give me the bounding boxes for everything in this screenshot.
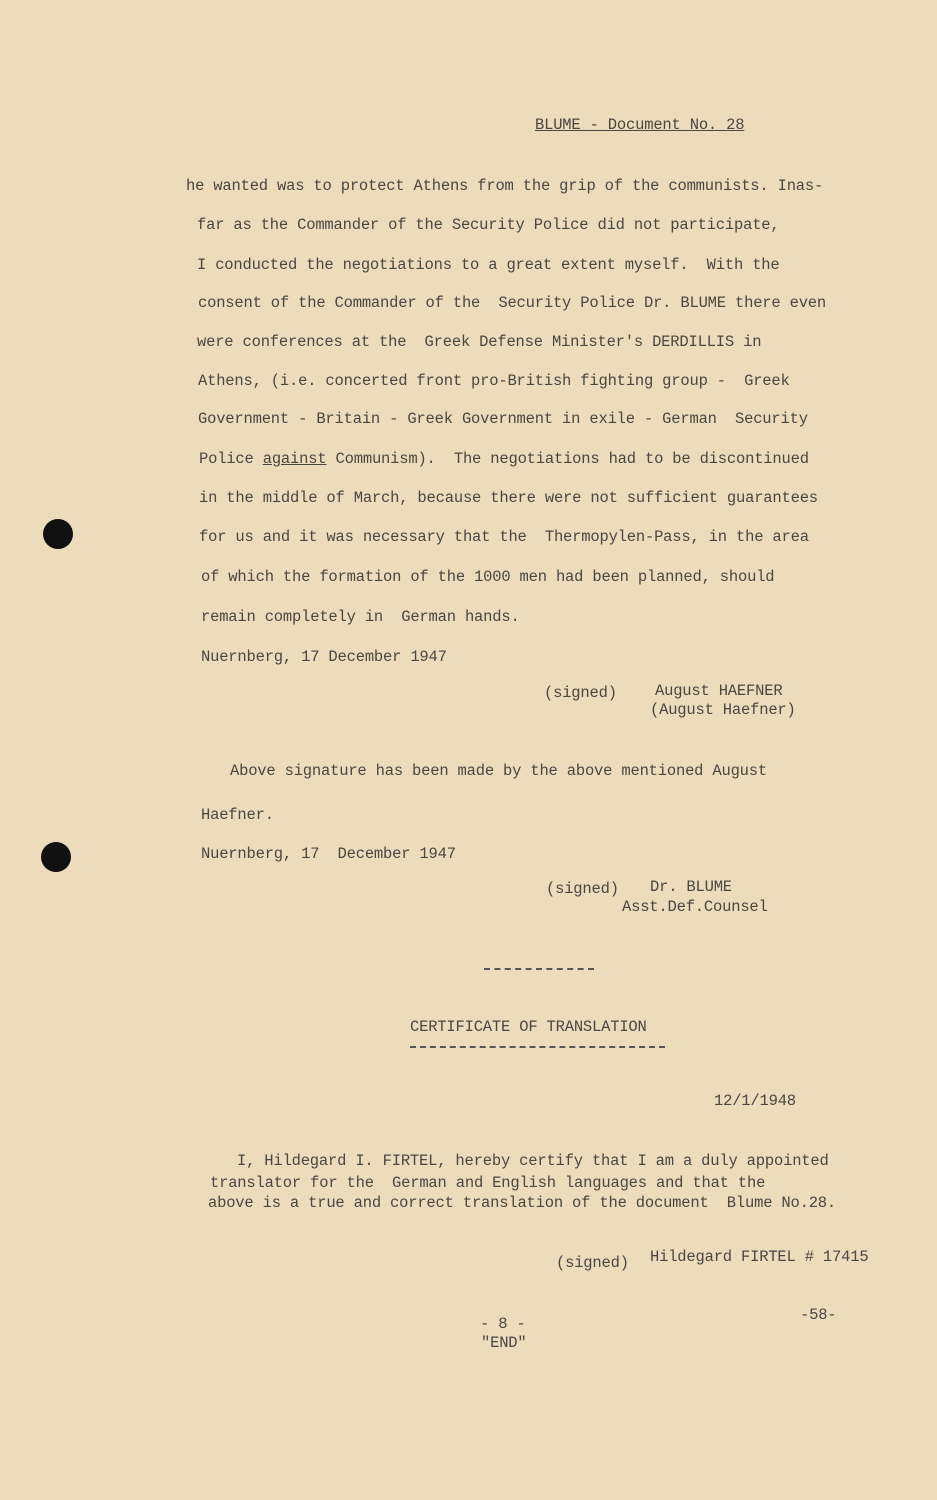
signature-title: Asst.Def.Counsel [622,898,768,916]
punch-hole [41,842,71,872]
body-line: Government - Britain - Greek Government in exile - German Security [198,410,808,428]
attestation-place-date: Nuernberg, 17 December 1947 [201,845,456,863]
attestation-line: Above signature has been made by the above mentioned August [230,762,767,780]
signature: August HAEFNER [655,682,783,700]
body-line: were conferences at the Greek Defense Minister's DERDILLIS in [197,333,762,351]
signed-label: (signed) [556,1254,629,1272]
divider [410,1046,665,1048]
body-line [199,450,809,468]
certificate-date: 12/1/1948 [714,1092,796,1110]
body-line: Athens, (i.e. concerted front pro-British fighting group - Greek [198,372,790,390]
attestation-line: Haefner. [201,806,274,824]
signature-printed: (August Haefner) [650,701,796,719]
certificate-line: translator for the German and English languages and that the [210,1174,766,1192]
end-marker: "END" [481,1334,527,1352]
certificate-line: above is a true and correct translation of the document Blume No.28. [208,1194,837,1212]
body-line: in the middle of March, because there were not sufficient guarantees [199,489,818,507]
page-number: - 8 - [480,1315,526,1333]
underlined-word: against [262,450,327,468]
signed-label: (signed) [546,880,619,898]
body-line: for us and it was necessary that the Thermopylen-Pass, in the area [199,528,809,546]
signature: Hildegard FIRTEL # 17415 [650,1248,869,1266]
signed-label: (signed) [544,684,617,702]
certificate-line: I, Hildegard I. FIRTEL, hereby certify that I am a duly appointed [237,1152,829,1170]
divider [484,968,594,970]
certificate-title: CERTIFICATE OF TRANSLATION [410,1018,647,1036]
affidavit-place-date: Nuernberg, 17 December 1947 [201,648,447,666]
sheet-number: -58- [800,1306,837,1324]
body-line: I conducted the negotiations to a great extent myself. With the [197,256,780,274]
body-line: he wanted was to protect Athens from the grip of the communists. Inas- [186,177,824,195]
document-header: BLUME - Document No. 28 [535,116,745,134]
body-line: far as the Commander of the Security Police did not participate, [197,216,780,234]
punch-hole [43,519,73,549]
body-text: Communism). The negotiations had to be discontinued [326,450,809,468]
body-text: Police [199,450,263,468]
body-line: of which the formation of the 1000 men had been planned, should [201,568,775,586]
signature: Dr. BLUME [650,878,732,896]
body-line: consent of the Commander of the Security Police Dr. BLUME there even [198,294,827,312]
body-line: remain completely in German hands. [201,608,520,626]
